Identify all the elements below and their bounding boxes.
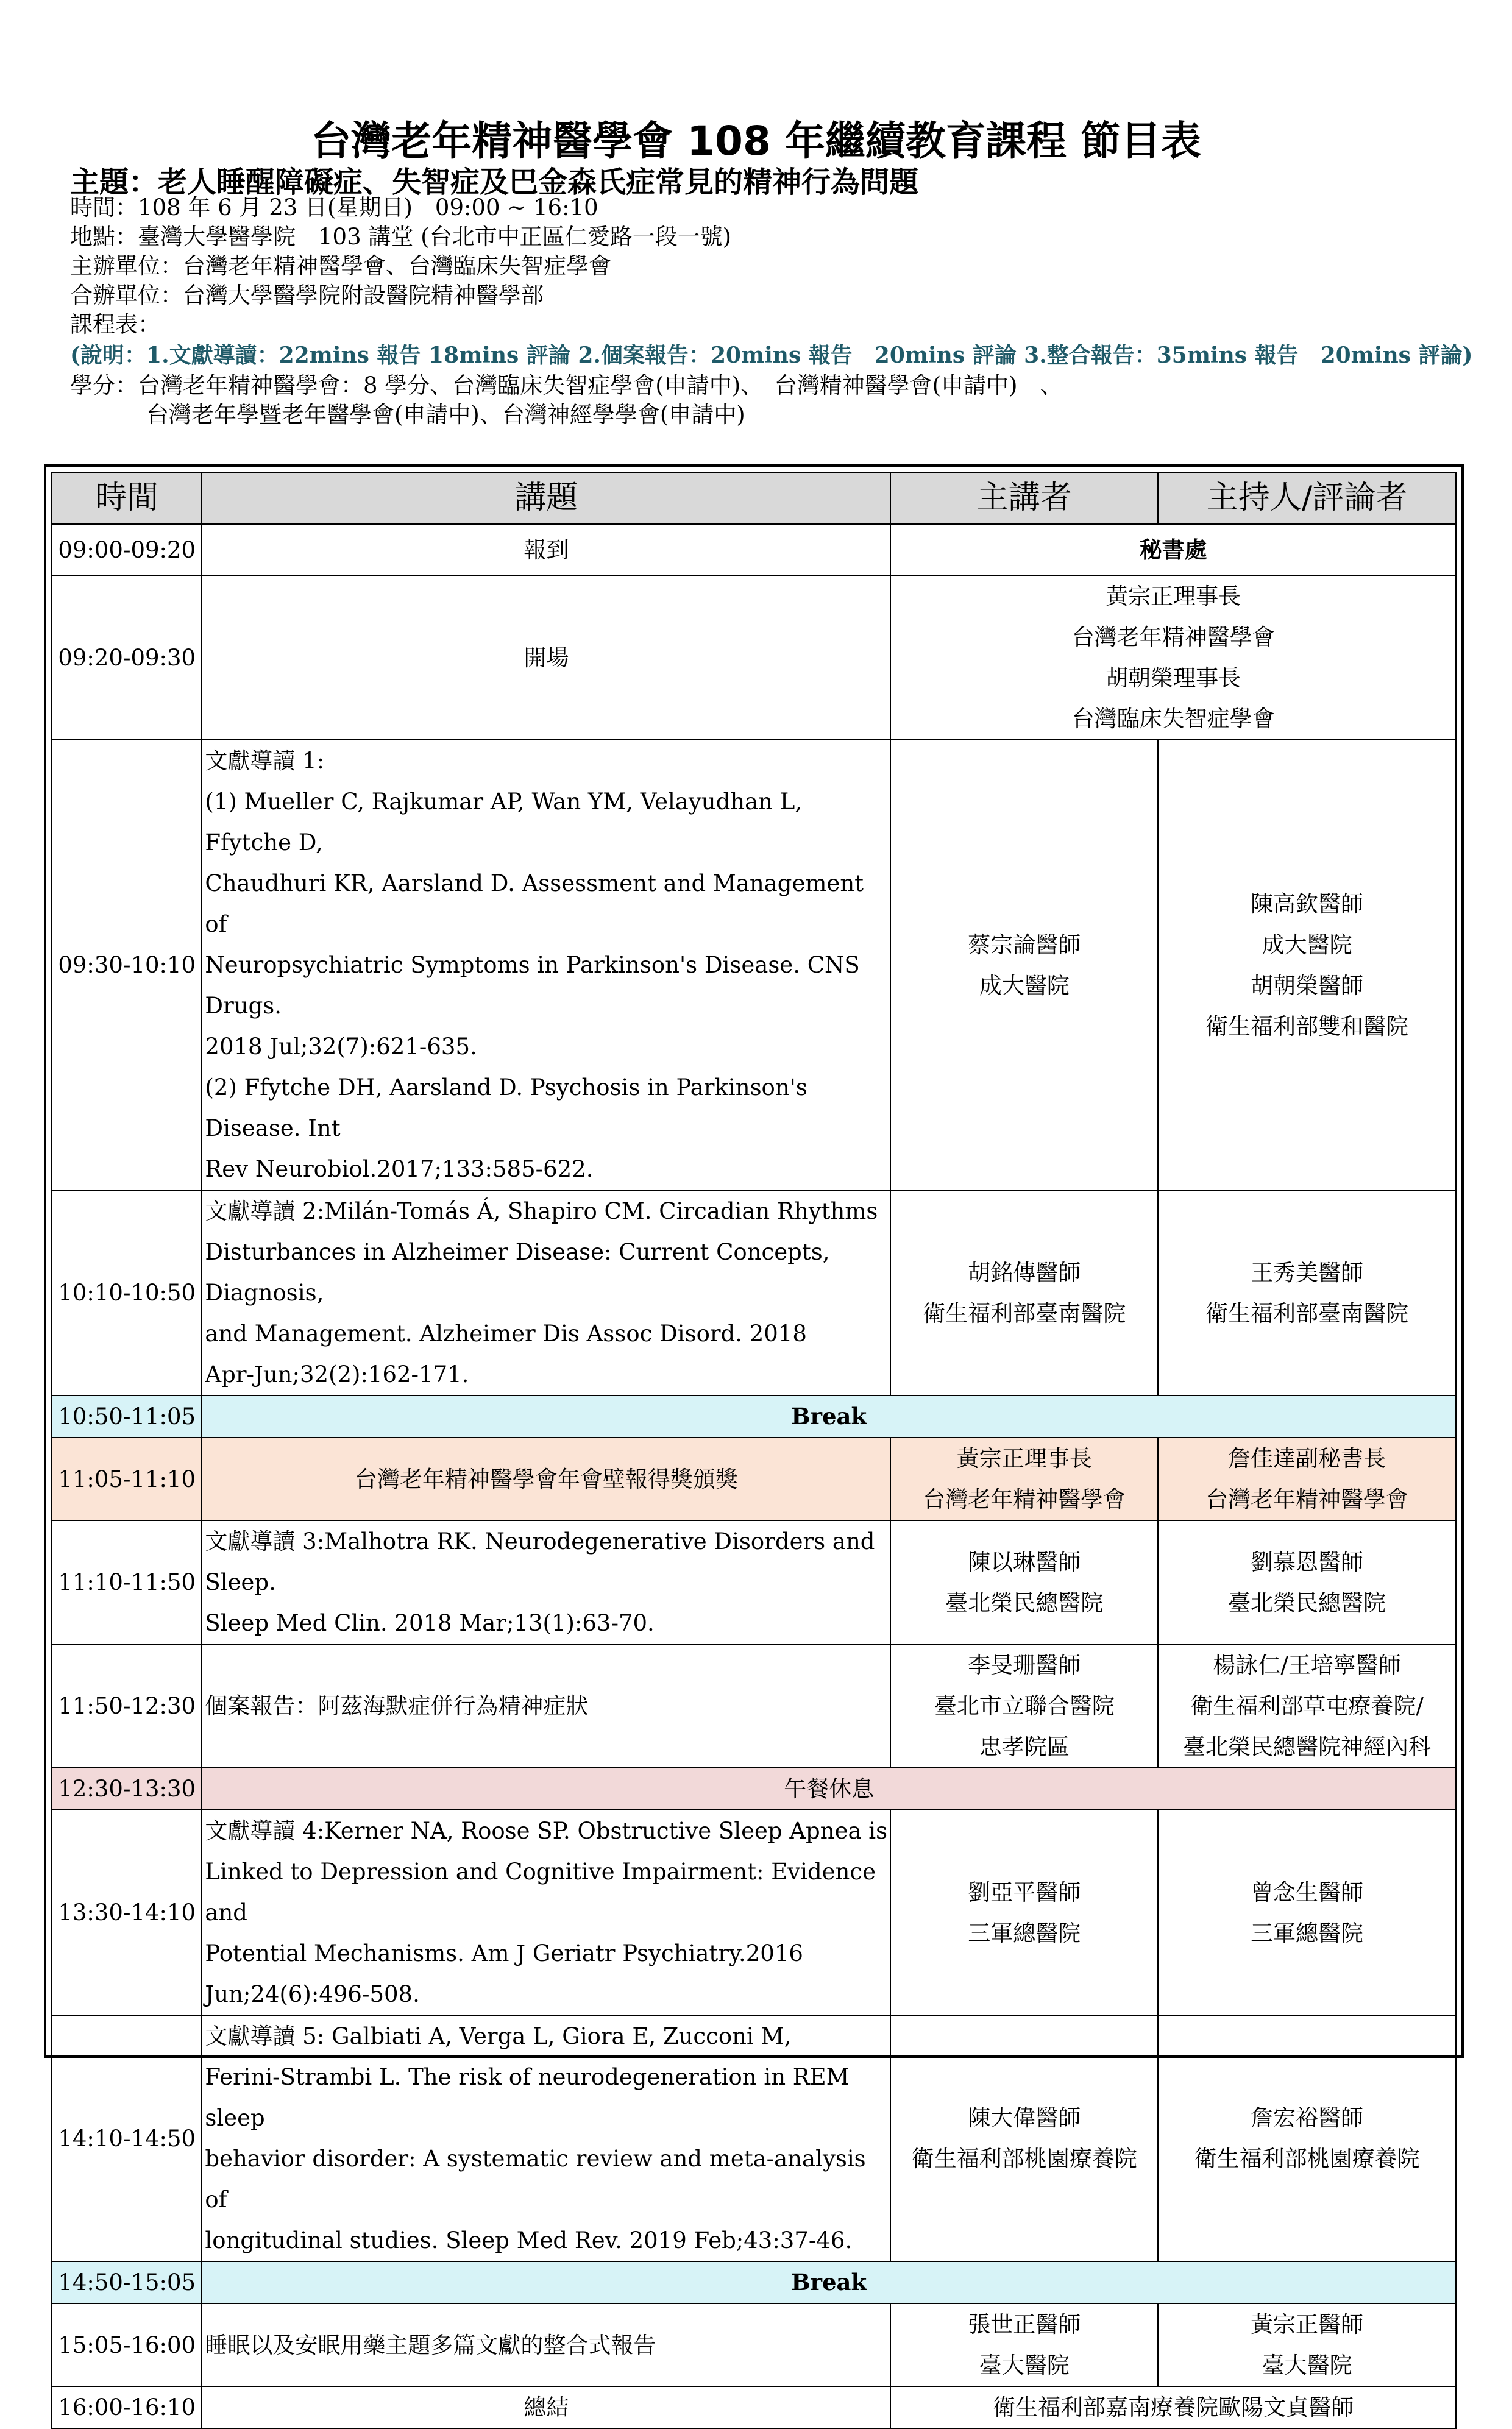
row-time: 10:10-10:50: [52, 1190, 202, 1395]
header-time: 時間: [52, 472, 202, 524]
table-row: [52, 1810, 1456, 2015]
host-line: 衛生福利部臺南醫院: [1205, 1300, 1409, 1327]
speaker-line: 蔡宗論醫師: [968, 931, 1081, 958]
table-row: [52, 1520, 1456, 1644]
topic-line: behavior disorder: A systematic review and meta-analysis of: [205, 2146, 866, 2213]
row-host: [1158, 1520, 1456, 1644]
row-speaker-host: 秘書處: [890, 524, 1456, 575]
row-topic: 台灣老年精神醫學會年會壁報得獎頒獎: [202, 1438, 890, 1520]
topic-line: Apr-Jun;32(2):162-171.: [205, 1361, 469, 1388]
topic-line: 文獻導讀 4:Kerner NA, Roose SP. Obstructive Sleep Apnea is: [205, 1818, 888, 1844]
row-speaker: [890, 1438, 1158, 1520]
host-line: 三軍總醫院: [1251, 1920, 1364, 1946]
speaker-line: 衛生福利部桃園療養院: [911, 2146, 1137, 2172]
row-topic: 總結: [202, 2386, 890, 2428]
row-time: 09:00-09:20: [52, 524, 202, 575]
row-host: [1158, 740, 1456, 1190]
table-row: [52, 524, 1456, 575]
table-row: [52, 740, 1456, 1190]
schedule-label: 課程表：: [70, 311, 160, 338]
row-host: [1158, 1644, 1456, 1768]
row-topic: [202, 1190, 890, 1395]
break-row: [52, 2261, 1456, 2303]
row-time: 09:30-10:10: [52, 740, 202, 1190]
topic-line: 文獻導讀 1:: [205, 748, 325, 774]
co-organizer: 合辦單位：台灣大學醫學院附設醫院精神醫學部: [70, 282, 544, 308]
host-line: 黃宗正醫師: [1251, 2311, 1364, 2338]
topic-line: Ferini-Strambi L. The risk of neurodegeneration in REM sleep: [205, 2064, 850, 2131]
row-topic: 個案報告：阿茲海默症併行為精神症狀: [202, 1644, 890, 1768]
row-speaker: [890, 1520, 1158, 1644]
speaker-line: 臺北榮民總醫院: [945, 1589, 1104, 1616]
topic-line: (1) Mueller C, Rajkumar AP, Wan YM, Velayudhan L, Ffytche D,: [205, 789, 803, 856]
host-line: 成大醫院: [1262, 931, 1352, 958]
row-host: [1158, 2015, 1456, 2261]
speaker-line: 劉亞平醫師: [968, 1879, 1081, 1906]
topic-line: Sleep Med Clin. 2018 Mar;13(1):63-70.: [205, 1610, 655, 1636]
row-time: 14:50-15:05: [52, 2261, 202, 2303]
topic-line: 2018 Jul;32(7):621-635.: [205, 1034, 477, 1060]
topic-line: Neuropsychiatric Symptoms in Parkinson's Disease. CNS Drugs.: [205, 952, 860, 1019]
speaker-line: 張世正醫師: [968, 2311, 1081, 2338]
format-note: (說明：1.文獻導讀：22mins 報告 18mins 評論 2.個案報告：20mins 報告 20mins 評論 3.整合報告：35mins 報告 20mins 評論): [70, 342, 1473, 368]
row-speaker-host: 衛生福利部嘉南療養院歐陽文貞醫師: [890, 2386, 1456, 2428]
speaker-host-line: 台灣老年精神醫學會: [1071, 624, 1275, 650]
break-row: [52, 1395, 1456, 1438]
speaker-line: 陳以琳醫師: [968, 1548, 1081, 1575]
row-speaker-host: [890, 575, 1456, 740]
row-host: [1158, 1190, 1456, 1395]
host-line: 詹佳達副秘書長: [1228, 1445, 1386, 1472]
row-time: 11:05-11:10: [52, 1438, 202, 1520]
header-topic: 講題: [202, 472, 890, 524]
lunch-row: [52, 1768, 1456, 1810]
speaker-line: 臺大醫院: [979, 2352, 1070, 2378]
row-topic: [202, 740, 890, 1190]
row-speaker: [890, 1644, 1158, 1768]
header-speaker: 主講者: [890, 472, 1158, 524]
row-host: [1158, 1438, 1456, 1520]
topic-line: Linked to Depression and Cognitive Impairment: Evidence and: [205, 1859, 876, 1926]
speaker-host-line: 台灣臨床失智症學會: [1071, 706, 1275, 732]
speaker-line: 忠孝院區: [979, 1734, 1070, 1760]
credits-line-1: 學分：台灣老年精神醫學會：8 學分、台灣臨床失智症學會(申請中)、 台灣精神醫學會(申請中) 、: [70, 372, 1063, 399]
host-line: 陳高欽醫師: [1251, 890, 1364, 917]
table-row: [52, 2386, 1456, 2428]
table-row: [52, 575, 1456, 740]
row-speaker: [890, 2303, 1158, 2386]
host-line: 衛生福利部雙和醫院: [1205, 1013, 1409, 1040]
row-topic: [202, 2015, 890, 2261]
host-line: 臺大醫院: [1262, 2352, 1352, 2378]
speaker-line: 胡銘傳醫師: [968, 1259, 1081, 1286]
host-line: 楊詠仁/王培寧醫師: [1213, 1652, 1401, 1678]
topic-line: longitudinal studies. Sleep Med Rev. 2019 Feb;43:37-46.: [205, 2227, 853, 2253]
table-header-row: [52, 472, 1456, 524]
row-time: 12:30-13:30: [52, 1768, 202, 1810]
speaker-line: 黃宗正理事長: [956, 1445, 1092, 1472]
speaker-line: 李旻珊醫師: [968, 1652, 1081, 1678]
header-host: 主持人/評論者: [1158, 472, 1456, 524]
row-time: 14:10-14:50: [52, 2015, 202, 2261]
topic-line: 文獻導讀 2:Milán-Tomás Á, Shapiro CM. Circadian Rhythms: [205, 1198, 878, 1224]
topic-line: 文獻導讀 3:Malhotra RK. Neurodegenerative Disorders and Sleep.: [205, 1528, 875, 1595]
table-row: [52, 1644, 1456, 1768]
row-topic: 睡眠以及安眠用藥主題多篇文獻的整合式報告: [202, 2303, 890, 2386]
topic-line: Potential Mechanisms. Am J Geriatr Psychiatry.2016: [205, 1940, 803, 1966]
row-topic: 報到: [202, 524, 890, 575]
host-line: 臺北榮民總醫院神經內科: [1183, 1734, 1432, 1760]
host-line: 衛生福利部草屯療養院/: [1190, 1693, 1424, 1719]
table-row: [52, 1190, 1456, 1395]
break-label: Break: [202, 2261, 1456, 2303]
speaker-line: 台灣老年精神醫學會: [923, 1486, 1126, 1512]
row-speaker: [890, 1810, 1158, 2015]
host-line: 胡朝榮醫師: [1251, 972, 1364, 999]
speaker-line: 臺北市立聯合醫院: [934, 1693, 1115, 1719]
row-host: [1158, 1810, 1456, 2015]
row-time: 16:00-16:10: [52, 2386, 202, 2428]
host-line: 詹宏裕醫師: [1251, 2105, 1364, 2131]
break-label: Break: [202, 1395, 1456, 1438]
credits-line-2: 台灣老年學暨老年醫學會(申請中)、台灣神經學學會(申請中): [146, 402, 745, 428]
host-line: 曾念生醫師: [1251, 1879, 1364, 1906]
lunch-label: 午餐休息: [202, 1768, 1456, 1810]
row-topic: 開場: [202, 575, 890, 740]
host-line: 臺北榮民總醫院: [1228, 1589, 1386, 1616]
topic-line: (2) Ffytche DH, Aarsland D. Psychosis in Parkinson's Disease. Int: [205, 1074, 807, 1141]
speaker-host-line: 黃宗正理事長: [1106, 583, 1241, 609]
row-speaker: [890, 740, 1158, 1190]
table-row: [52, 2015, 1456, 2261]
row-time: 11:10-11:50: [52, 1520, 202, 1644]
row-host: [1158, 2303, 1456, 2386]
host-line: 劉慕恩醫師: [1251, 1548, 1364, 1575]
topic-line: Rev Neurobiol.2017;133:585-622.: [205, 1156, 594, 1182]
speaker-line: 衛生福利部臺南醫院: [923, 1300, 1126, 1327]
row-time: 09:20-09:30: [52, 575, 202, 740]
table-row: [52, 1438, 1456, 1520]
speaker-line: 成大醫院: [979, 972, 1070, 999]
organizer: 主辦單位：台灣老年精神醫學會、台灣臨床失智症學會: [70, 253, 611, 279]
row-time: 13:30-14:10: [52, 1810, 202, 2015]
schedule-table: [51, 472, 1457, 2429]
schedule-table-frame: [44, 464, 1464, 2420]
speaker-line: 陳大偉醫師: [968, 2105, 1081, 2131]
topic-line: and Management. Alzheimer Dis Assoc Disord. 2018: [205, 1321, 807, 1347]
row-speaker: [890, 2015, 1158, 2261]
host-line: 王秀美醫師: [1251, 1259, 1364, 1286]
event-location: 地點：臺灣大學醫學院 103 講堂 (台北市中正區仁愛路一段一號): [70, 224, 732, 250]
topic-line: Chaudhuri KR, Aarsland D. Assessment and Management of: [205, 870, 864, 937]
row-time: 10:50-11:05: [52, 1395, 202, 1438]
topic-line: Jun;24(6):496-508.: [205, 1981, 420, 2007]
event-time: 時間：108 年 6 月 23 日(星期日) 09:00 ~ 16:10: [70, 194, 598, 221]
row-topic: [202, 1810, 890, 2015]
table-row: [52, 2303, 1456, 2386]
row-time: 11:50-12:30: [52, 1644, 202, 1768]
topic-line: Disturbances in Alzheimer Disease: Current Concepts, Diagnosis,: [205, 1239, 830, 1306]
page-title: 台灣老年精神醫學會 108 年繼續教育課程 節目表: [311, 118, 1201, 165]
row-topic: [202, 1520, 890, 1644]
theme-subtitle: 主題：老人睡醒障礙症、失智症及巴金森氏症常見的精神行為問題: [70, 165, 919, 199]
topic-line: 文獻導讀 5: Galbiati A, Verga L, Giora E, Zucconi M,: [205, 2023, 792, 2049]
row-time: 15:05-16:00: [52, 2303, 202, 2386]
host-line: 台灣老年精神醫學會: [1205, 1486, 1409, 1512]
speaker-host-line: 胡朝榮理事長: [1106, 665, 1241, 691]
speaker-line: 三軍總醫院: [968, 1920, 1081, 1946]
row-speaker: [890, 1190, 1158, 1395]
host-line: 衛生福利部桃園療養院: [1194, 2146, 1420, 2172]
